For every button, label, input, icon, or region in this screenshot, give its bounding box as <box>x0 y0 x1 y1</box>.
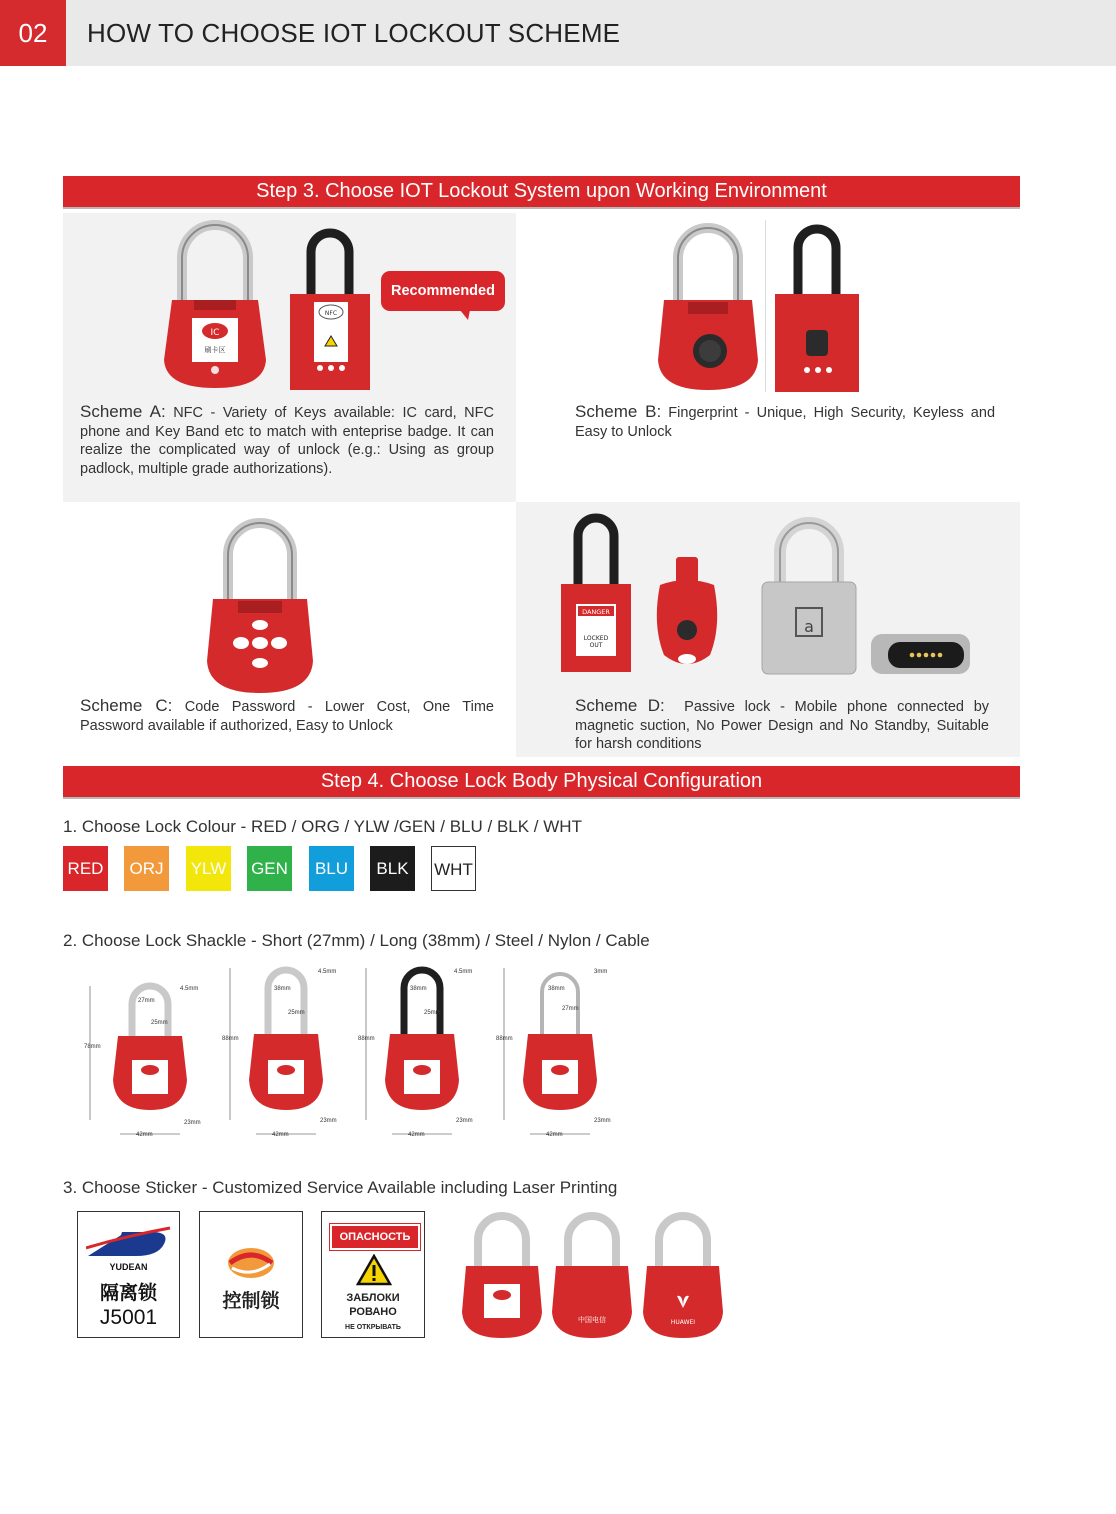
shackle-4-diameter: 3mm <box>594 969 608 975</box>
page-number: 02 <box>0 0 66 66</box>
svg-text:中国电信: 中国电信 <box>578 1316 606 1324</box>
scheme-a-text <box>80 403 494 478</box>
sticker-sample-telecom-lock-image <box>552 1210 632 1340</box>
svg-text:DANGER: DANGER <box>582 608 610 616</box>
colour-chip-orange: ORJ <box>124 846 169 891</box>
yudean-code: J5001 <box>99 1306 158 1329</box>
sticker-danger-russian <box>321 1211 425 1338</box>
svg-text:a: a <box>804 617 814 636</box>
sticker-sample-ic-lock-image <box>462 1210 542 1340</box>
step4-title-bar: Step 4. Choose Lock Body Physical Configuration <box>63 766 1020 799</box>
colour-chip-black: BLK <box>370 846 415 891</box>
yudean-brand: YUDEAN <box>109 1262 148 1272</box>
scheme-b-fingerprint-lockout-image <box>772 218 862 394</box>
shackle-3-total: 88mm <box>358 1036 375 1042</box>
shackle-1-inner: 25mm <box>151 1020 168 1026</box>
scheme-c-text <box>80 697 494 735</box>
scheme-d-key-image <box>652 555 722 675</box>
shackle-1-depth: 23mm <box>184 1120 201 1126</box>
colour-chip-red: RED <box>63 846 108 891</box>
shackle-4-height: 38mm <box>548 986 565 992</box>
step3-title-bar: Step 3. Choose IOT Lockout System upon Working Environment <box>63 176 1020 209</box>
scheme-d-passive-lockout-image <box>558 510 634 674</box>
scheme-d-label: Scheme D: <box>575 696 665 715</box>
shackle-1-width: 42mm <box>136 1132 153 1138</box>
scheme-b-description: Fingerprint - Unique, High Security, Keyless and Easy to Unlock <box>575 405 996 440</box>
danger-line-3: НЕ ОТКРЫВАТЬ <box>345 1324 401 1331</box>
shackle-1-height: 27mm <box>138 998 155 1004</box>
shackle-2-depth: 23mm <box>320 1118 337 1124</box>
shackle-3-width: 42mm <box>408 1132 425 1138</box>
page-title: HOW TO CHOOSE IOT LOCKOUT SCHEME <box>87 18 621 48</box>
yudean-logo-icon <box>86 1226 172 1262</box>
svg-text:IC: IC <box>210 328 220 338</box>
shackle-4-inner: 27mm <box>562 1006 579 1012</box>
shackle-diagram-long-nylon <box>358 962 488 1142</box>
danger-line-2: РОВАНО <box>349 1306 397 1318</box>
scheme-c-description: Code Password - Lower Cost, One Time Password available if authorized, Easy to Unlock <box>80 699 494 734</box>
scheme-b-divider <box>765 220 766 392</box>
shackle-4-total: 88mm <box>496 1036 513 1042</box>
shackle-diagram-short-steel <box>84 962 214 1142</box>
shackle-2-inner: 25mm <box>288 1010 305 1016</box>
scheme-b-text <box>575 403 995 441</box>
shackle-2-height: 38mm <box>274 986 291 992</box>
shackle-4-depth: 23mm <box>594 1118 611 1124</box>
scheme-c-label: Scheme C: <box>80 696 173 715</box>
scheme-a-description: NFC - Variety of Keys available: IC card, NFC phone and Key Band etc to match with enteprise badge. It can realize the complicated way of unlock (e.g.: Using as group padlock, multiple grade authorizations). <box>80 405 494 477</box>
svg-text:LOCKED: LOCKED <box>583 635 609 642</box>
colour-chip-green: GEN <box>247 846 292 891</box>
colour-section-label: 1. Choose Lock Colour - RED / ORG / YLW /GEN / BLU / BLK / WHT <box>63 817 582 836</box>
scheme-d-magnetic-connector-image <box>870 632 972 676</box>
shackle-2-total: 88mm <box>222 1036 239 1042</box>
scheme-a-ic-padlock-image <box>160 218 270 390</box>
svg-text:NFC: NFC <box>324 310 338 317</box>
sticker-yudean <box>77 1211 180 1338</box>
svg-text:HUAWEI: HUAWEI <box>670 1319 696 1326</box>
scheme-a-nfc-lockout-image <box>286 222 374 392</box>
shackle-diagram-cable <box>496 962 626 1142</box>
shackle-1-total: 78mm <box>84 1044 101 1050</box>
svg-text:刷卡区: 刷卡区 <box>204 346 226 354</box>
sticker-control-lock <box>199 1211 303 1338</box>
scheme-c-code-padlock-image <box>205 515 315 695</box>
colour-chip-white: WHT <box>431 846 476 891</box>
shackle-section-label: 2. Choose Lock Shackle - Short (27mm) / Long (38mm) / Steel / Nylon / Cable <box>63 931 650 950</box>
shackle-2-diameter: 4.5mm <box>318 969 337 975</box>
scheme-d-steel-padlock-image <box>758 512 860 676</box>
sticker-sample-huawei-lock-image <box>643 1210 723 1340</box>
scheme-a-label: Scheme A: <box>80 402 166 421</box>
danger-line-1: ЗАБЛОКИ <box>346 1292 400 1304</box>
warning-triangle-icon <box>356 1254 392 1286</box>
control-lock-chinese-label: 控制锁 <box>222 1290 280 1312</box>
colour-chip-blue: BLU <box>309 846 354 891</box>
shackle-2-width: 42mm <box>272 1132 289 1138</box>
scheme-b-fingerprint-padlock-image <box>658 218 758 394</box>
scheme-d-description: Passive lock - Mobile phone connected by magnetic suction, No Power Design and No Standby, Suitable for harsh conditions <box>575 699 990 752</box>
shackle-1-diameter: 4.5mm <box>180 986 199 992</box>
danger-header: ОПАСНОСТЬ <box>330 1224 420 1250</box>
svg-text:OUT: OUT <box>589 642 603 649</box>
shackle-diagram-long-steel <box>222 962 352 1142</box>
yudean-chinese-label: 隔离锁 <box>99 1282 157 1304</box>
recommended-badge: Recommended <box>391 283 495 299</box>
shackle-3-height: 38mm <box>410 986 427 992</box>
control-lock-logo-icon <box>226 1246 276 1280</box>
scheme-d-text <box>575 697 989 754</box>
scheme-b-label: Scheme B: <box>575 402 662 421</box>
colour-chip-yellow: YLW <box>186 846 231 891</box>
shackle-4-width: 42mm <box>546 1132 563 1138</box>
shackle-3-depth: 23mm <box>456 1118 473 1124</box>
sticker-section-label: 3. Choose Sticker - Customized Service Available including Laser Printing <box>63 1178 618 1197</box>
shackle-3-diameter: 4.5mm <box>454 969 473 975</box>
shackle-3-inner: 25mm <box>424 1010 441 1016</box>
